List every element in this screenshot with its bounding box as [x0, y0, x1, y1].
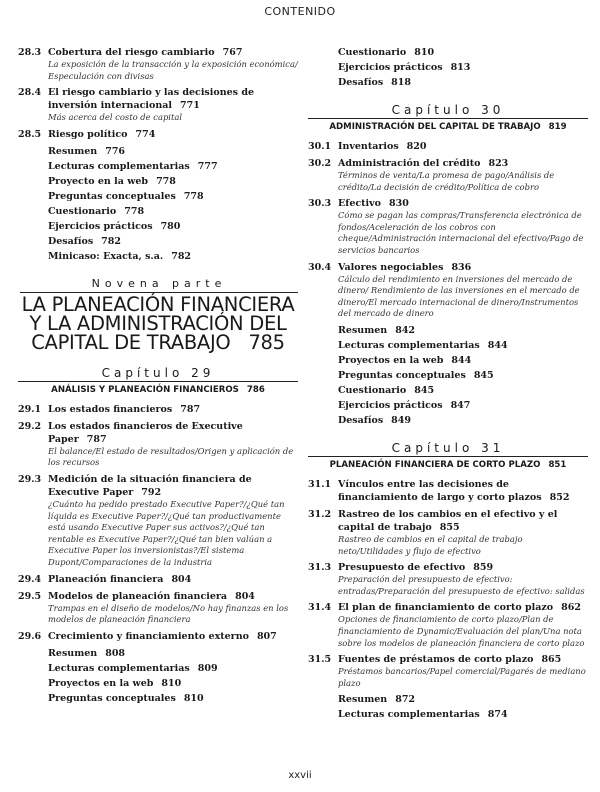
section-subtopics: Más acerca del costo de capital	[48, 112, 183, 123]
section-page: 787	[86, 433, 107, 445]
item-title: Ejercicios prácticos	[338, 399, 443, 411]
section-subtopics: ¿Cuánto ha pedido prestado Executive Paper?/¿Qué tan líquida es Executive Paper?/¿Qué tan productivamente está usando Executive Paper sus activos?/¿Qué tan rentable es Executive Paper?/¿Qué tan bien valúan a Executive Paper los inversionistas?/El sistema Dupont/Comparaciones de la industria	[48, 498, 285, 567]
section-number: 30.1	[308, 141, 332, 152]
toc-section	[308, 561, 588, 597]
chapter-label: Capítulo 29	[18, 366, 298, 382]
section-title: Crecimiento y financiamiento externo	[48, 630, 249, 642]
section-page: 774	[135, 128, 156, 140]
item-page: 778	[156, 175, 176, 187]
toc-item	[308, 339, 588, 352]
section-title: Inventarios	[338, 141, 399, 152]
toc-right-column	[308, 46, 588, 723]
item-page: 808	[105, 647, 126, 659]
chapter-title-block	[18, 385, 298, 395]
section-title: Rastreo de los cambios en el efectivo y el capital de trabajo	[338, 508, 558, 533]
chapter-page: 786	[246, 384, 265, 395]
section-page: 852	[549, 491, 570, 503]
toc-section	[308, 157, 588, 193]
item-title: Resumen	[48, 145, 98, 157]
item-page: 778	[124, 205, 145, 217]
section-heading	[338, 478, 588, 504]
section-subtopics: Rastreo de cambios en el capital de trabajo neto/Utilidades y flujo de efectivo	[338, 533, 523, 556]
item-page: 810	[183, 692, 204, 704]
item-title: Cuestionario	[48, 205, 117, 217]
item-title: Cuestionario	[338, 384, 407, 396]
chapter-heading	[308, 441, 588, 470]
section-heading	[48, 573, 298, 586]
toc-section	[308, 653, 588, 689]
item-page: 874	[487, 709, 508, 721]
item-page: 818	[391, 77, 412, 88]
chapter-title-block	[308, 460, 588, 470]
section-title: Medición de la situación financiera de Executive Paper	[48, 473, 252, 498]
item-title: Proyectos en la web	[338, 354, 444, 366]
section-number: 29.1	[18, 403, 42, 415]
item-title: Resumen	[338, 324, 388, 336]
toc-item	[18, 250, 298, 263]
toc-item	[308, 693, 588, 706]
item-page: 776	[105, 145, 126, 157]
section-page: 807	[256, 630, 277, 642]
section-heading	[48, 630, 298, 643]
section-title: El riesgo cambiario y las decisiones de inversión internacional	[48, 87, 255, 112]
item-page: 782	[101, 235, 122, 247]
toc-item	[308, 384, 588, 397]
section-heading	[338, 157, 588, 170]
item-page: 845	[414, 384, 435, 396]
section-heading	[338, 561, 588, 574]
item-page: 842	[395, 324, 416, 336]
item-title: Lecturas complementarias	[48, 160, 190, 172]
chapter-label: Capítulo 30	[308, 103, 588, 119]
running-header: CONTENIDO	[264, 5, 336, 18]
section-heading	[338, 197, 588, 210]
item-title: Resumen	[48, 647, 98, 659]
chapter-heading	[18, 366, 298, 395]
toc-item	[18, 205, 298, 218]
toc-section	[18, 473, 298, 569]
item-title: Preguntas conceptuales	[48, 190, 176, 202]
section-number: 31.3	[308, 562, 332, 574]
item-page: 810	[414, 47, 435, 58]
section-page: 830	[389, 198, 409, 210]
chapter-label: Capítulo 31	[308, 441, 588, 457]
section-number: 29.5	[18, 590, 42, 602]
item-title: Ejercicios prácticos	[48, 220, 153, 232]
section-page: 792	[141, 486, 162, 498]
chapter-heading	[308, 103, 588, 132]
section-number: 29.4	[18, 573, 42, 585]
section-subtopics: Opciones de financiamiento de corto plazo/Plan de financiamiento de Dynamic/Evaluación del plan/Una nota sobre los modelos de planeación financiera de corto plazo	[338, 614, 585, 648]
section-page: 767	[222, 47, 243, 58]
section-title: Cobertura del riesgo cambiario	[48, 47, 215, 58]
toc-section	[308, 197, 588, 256]
section-page: 804	[171, 573, 192, 585]
section-page: 855	[439, 521, 460, 533]
toc-section	[18, 46, 298, 82]
section-heading	[338, 653, 588, 666]
section-title: Efectivo	[338, 198, 382, 210]
section-heading	[48, 590, 298, 603]
item-page: 777	[197, 160, 218, 172]
toc-section	[18, 590, 298, 626]
part-label: Novena parte	[20, 277, 298, 293]
section-heading	[338, 261, 588, 274]
item-title: Ejercicios prácticos	[338, 62, 443, 73]
section-page: 823	[488, 158, 509, 169]
section-number: 31.1	[308, 478, 332, 490]
section-subtopics: Cómo se pagan las compras/Transferencia electrónica de fondos/Aceleración de los cobros con cheque/Administración internacional del efectivo/Pago de servicios bancarios	[338, 210, 584, 255]
section-heading	[338, 140, 588, 153]
item-title: Cuestionario	[338, 47, 407, 58]
item-page: 844	[451, 354, 472, 366]
section-subtopics: Trampas en el diseño de modelos/No hay finanzas en los modelos de planeación financiera	[48, 602, 289, 625]
section-number: 31.4	[308, 602, 332, 614]
toc-section	[18, 573, 298, 586]
section-heading	[48, 128, 298, 141]
item-title: Desafíos	[48, 235, 94, 247]
item-page: 809	[197, 662, 218, 674]
section-page: 862	[561, 602, 581, 614]
section-title: Riesgo político	[48, 128, 128, 140]
item-page: 780	[160, 220, 181, 232]
toc-item	[308, 399, 588, 412]
section-title: Administración del crédito	[338, 158, 481, 169]
section-heading	[338, 601, 588, 614]
item-title: Lecturas complementarias	[48, 662, 190, 674]
item-title: Resumen	[338, 694, 388, 706]
section-number: 30.2	[308, 158, 332, 169]
section-page: 787	[180, 403, 201, 415]
section-subtopics: La exposición de la transacción y la exposición económica/ Especulación con divisas	[48, 59, 298, 81]
section-page: 859	[473, 562, 494, 574]
section-title: Planeación financiera	[48, 573, 164, 585]
item-title: Minicaso: Exacta, s.a.	[48, 250, 164, 262]
toc-item	[18, 175, 298, 188]
section-title: Modelos de planeación financiera	[48, 590, 228, 602]
part-title: LA PLANEACIÓN FINANCIERA Y LA ADMINISTRACIÓN DEL CAPITAL DE TRABAJO	[21, 292, 295, 354]
section-number: 28.5	[18, 128, 42, 140]
toc-item	[308, 414, 588, 427]
toc-section	[308, 508, 588, 557]
section-title: Los estados financieros	[48, 403, 173, 415]
item-title: Proyecto en la web	[48, 175, 149, 187]
toc-section	[308, 140, 588, 153]
toc-item	[18, 692, 298, 705]
item-title: Lecturas complementarias	[338, 709, 480, 721]
toc-left-column	[18, 46, 298, 707]
toc-item	[18, 677, 298, 690]
section-heading	[48, 420, 298, 446]
toc-item	[18, 647, 298, 660]
toc-item	[308, 369, 588, 382]
chapter-title: PLANEACIÓN FINANCIERA DE CORTO PLAZO	[329, 459, 541, 470]
section-heading	[48, 46, 298, 59]
item-page: 845	[473, 369, 494, 381]
section-number: 28.4	[18, 87, 42, 99]
chapter-page: 851	[548, 459, 567, 470]
section-title: Vínculos entre las decisiones de financiamiento de largo y corto plazos	[338, 478, 542, 503]
part-heading	[18, 277, 298, 352]
section-page: 836	[451, 261, 472, 273]
section-subtopics: Préstamos bancarios/Papel comercial/Pagarés de mediano plazo	[338, 666, 586, 688]
section-number: 30.3	[308, 198, 332, 210]
section-heading	[338, 508, 588, 534]
toc-section	[18, 86, 298, 124]
section-page: 771	[180, 100, 200, 112]
chapter-title: ADMINISTRACIÓN DEL CAPITAL DE TRABAJO	[329, 122, 541, 132]
item-title: Desafíos	[338, 77, 384, 88]
section-number: 30.4	[308, 261, 332, 273]
section-subtopics: Términos de venta/La promesa de pago/Análisis de crédito/La decisión de crédito/Política de cobro	[338, 170, 555, 192]
section-title: Fuentes de préstamos de corto plazo	[338, 654, 534, 666]
section-page: 865	[541, 654, 562, 666]
toc-section	[308, 478, 588, 504]
item-title: Preguntas conceptuales	[338, 369, 466, 381]
section-heading	[48, 86, 298, 112]
page-number: xxvii	[288, 770, 312, 781]
item-title: Preguntas conceptuales	[48, 692, 176, 704]
toc-section	[18, 630, 298, 643]
section-heading	[48, 473, 298, 499]
section-title: Presupuesto de efectivo	[338, 562, 466, 574]
toc-section	[308, 261, 588, 320]
toc-item	[18, 145, 298, 158]
toc-item	[18, 190, 298, 203]
toc-section	[308, 601, 588, 649]
section-number: 31.5	[308, 654, 332, 666]
toc-section	[18, 403, 298, 416]
toc-item	[308, 708, 588, 721]
item-page: 847	[450, 399, 471, 411]
section-number: 28.3	[18, 47, 42, 58]
toc-item	[308, 324, 588, 337]
section-title: Valores negociables	[338, 261, 444, 273]
part-page: 785	[248, 330, 285, 354]
section-title: Los estados financieros de Executive Paper	[48, 420, 243, 445]
item-page: 813	[450, 62, 471, 73]
part-title-block	[18, 292, 298, 354]
section-title: El plan de financiamiento de corto plazo	[338, 602, 554, 614]
item-page: 872	[395, 694, 416, 706]
chapter-title: ANÁLISIS Y PLANEACIÓN FINANCIEROS	[51, 384, 239, 395]
item-page: 782	[171, 250, 192, 262]
toc-item	[308, 46, 588, 59]
section-number: 29.6	[18, 630, 42, 642]
section-page: 804	[235, 590, 255, 602]
toc-item	[308, 76, 588, 89]
toc-item	[18, 235, 298, 248]
section-subtopics: El balance/El estado de resultados/Origen y aplicación de los recursos	[48, 445, 294, 468]
item-page: 849	[391, 414, 412, 426]
toc-item	[308, 354, 588, 367]
chapter-page: 819	[548, 122, 567, 132]
section-subtopics: Cálculo del rendimiento en inversiones del mercado de dinero/ Rendimiento de las inversiones en el mercado de dinero/El mercado internacional de dinero/Instrumentos del mercado de dinero	[338, 273, 580, 319]
section-number: 29.2	[18, 420, 42, 432]
section-number: 31.2	[308, 508, 332, 520]
section-number: 29.3	[18, 473, 42, 485]
section-page: 820	[406, 141, 427, 152]
section-heading	[48, 403, 298, 416]
toc-item	[308, 61, 588, 74]
toc-item	[18, 160, 298, 173]
item-page: 778	[183, 190, 204, 202]
item-title: Lecturas complementarias	[338, 339, 480, 351]
item-title: Proyectos en la web	[48, 677, 154, 689]
chapter-title-block	[308, 122, 588, 132]
toc-item	[18, 662, 298, 675]
toc-section	[18, 420, 298, 469]
toc-section	[18, 128, 298, 141]
section-subtopics: Preparación del presupuesto de efectivo: entradas/Preparación del presupuesto de efectivo: salidas	[338, 574, 585, 596]
toc-item	[18, 220, 298, 233]
item-page: 844	[487, 339, 508, 351]
item-page: 810	[161, 677, 182, 689]
item-title: Desafíos	[338, 414, 384, 426]
